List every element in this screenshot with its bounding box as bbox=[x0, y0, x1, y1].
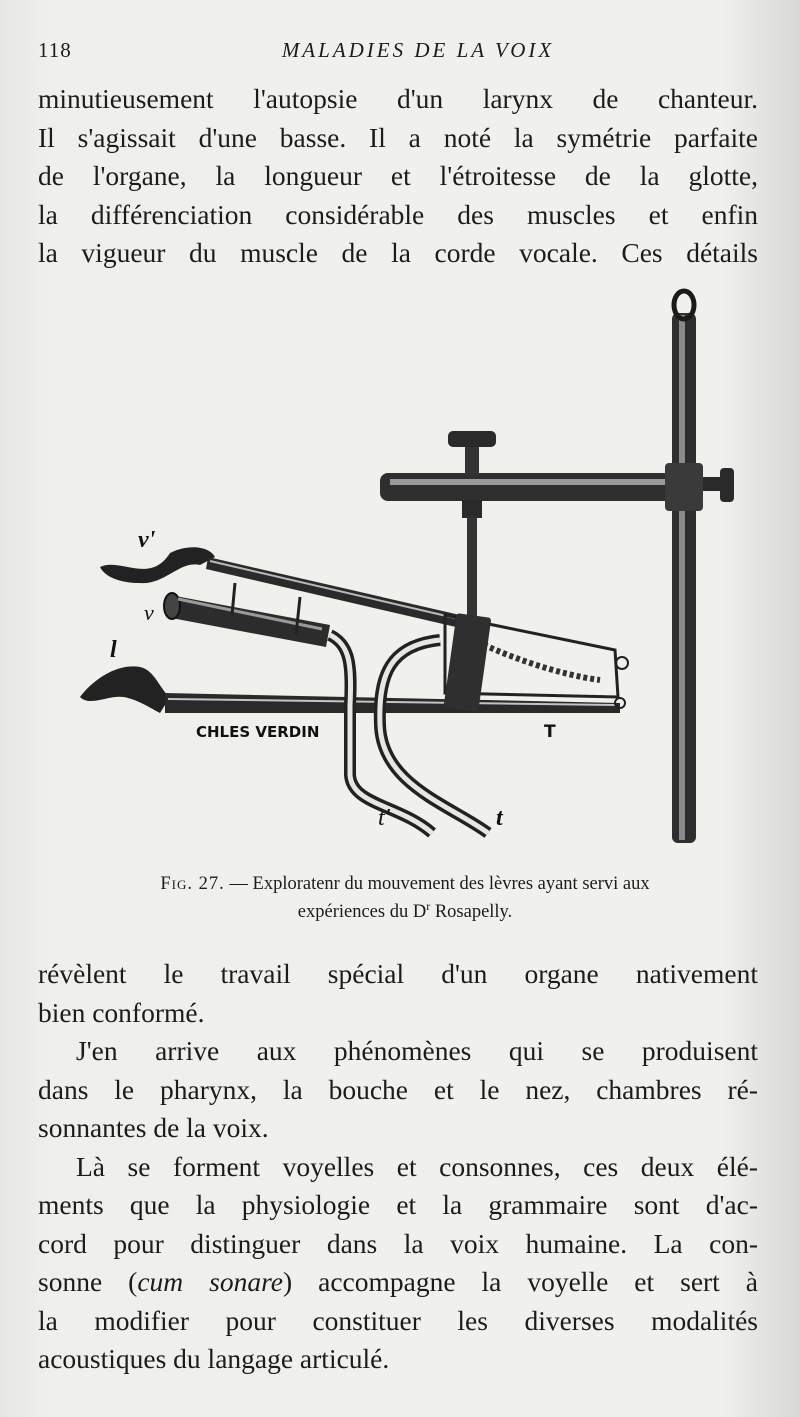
text-line bbox=[38, 1263, 758, 1302]
upper-lip-lever bbox=[100, 547, 460, 627]
text-line: la modifier pour constituer les diverses modalités bbox=[38, 1304, 758, 1336]
text-line: de l'organe, la longueur et l'étroitesse de la glotte, bbox=[38, 160, 758, 191]
caption-text: Exploratenr du mouvement des lèvres ayant servi aux bbox=[252, 874, 650, 894]
figure-caption bbox=[60, 873, 750, 923]
adjustment-screw bbox=[448, 431, 496, 627]
figure-label: Fig. 27. bbox=[160, 874, 225, 894]
text-line: minutieusement l'autopsie d'un larynx de chanteur. bbox=[38, 83, 758, 114]
maker-mark: CHLES VERDIN bbox=[196, 723, 320, 741]
text-line: J'en arrive aux phénomènes qui se produisent bbox=[76, 1035, 758, 1066]
running-title: MALADIES DE LA VOIX bbox=[281, 38, 555, 62]
text-fragment: sonne ( bbox=[38, 1266, 138, 1297]
label-v: v bbox=[144, 600, 154, 625]
text-line: dans le pharynx, la bouche et le nez, chambres ré- bbox=[38, 1073, 758, 1105]
vertical-stand-rod bbox=[672, 291, 696, 843]
caption-line-2 bbox=[60, 895, 750, 923]
figure-labels bbox=[110, 527, 556, 831]
text-line: bien conformé. bbox=[38, 996, 205, 1028]
label-l: l bbox=[110, 637, 117, 663]
horizontal-arm bbox=[380, 463, 734, 511]
text-line: la différenciation considérable des muscles et enfin bbox=[38, 198, 758, 230]
text-line: révèlent le travail spécial d'un organe nativement bbox=[38, 958, 758, 989]
italic-phrase: cum sonare bbox=[137, 1266, 283, 1297]
mouthpiece-tube bbox=[164, 583, 330, 647]
caption-text: expériences du D bbox=[297, 902, 427, 923]
text-line: Il s'agissait d'une basse. Il a noté la symétrie parfaite bbox=[38, 121, 758, 153]
top-paragraph bbox=[38, 80, 758, 273]
text-line: ments que la physiologie et la grammaire sont d'ac- bbox=[38, 1189, 758, 1220]
text-line: la vigueur du muscle de la corde vocale. Ces détails bbox=[38, 237, 758, 268]
text-fragment: ) accompagne la voyelle et sert à bbox=[282, 1266, 759, 1297]
bottom-text bbox=[38, 955, 758, 1379]
text-line: acoustiques du langage articulé. bbox=[38, 1343, 390, 1374]
lip-movement-explorer-illustration bbox=[60, 285, 760, 865]
text-line: cord pour distinguer dans la voix humaine. La con- bbox=[38, 1227, 758, 1259]
text-line: sonnantes de la voix. bbox=[38, 1112, 269, 1143]
caption-text: Rosapelly. bbox=[430, 902, 513, 923]
page-header bbox=[38, 38, 758, 68]
label-T: T bbox=[544, 722, 556, 742]
caption-superscript: r bbox=[426, 899, 431, 913]
caption-line-1 bbox=[60, 873, 750, 895]
text-line: Là se forment voyelles et consonnes, ces deux élé- bbox=[76, 1150, 758, 1182]
label-v-prime: v' bbox=[138, 527, 156, 553]
page-number: 118 bbox=[38, 38, 72, 62]
label-t: t bbox=[496, 805, 503, 831]
tambour-capsule bbox=[443, 613, 628, 712]
label-t-prime: t' bbox=[378, 805, 390, 831]
caption-dash: — bbox=[229, 874, 248, 894]
